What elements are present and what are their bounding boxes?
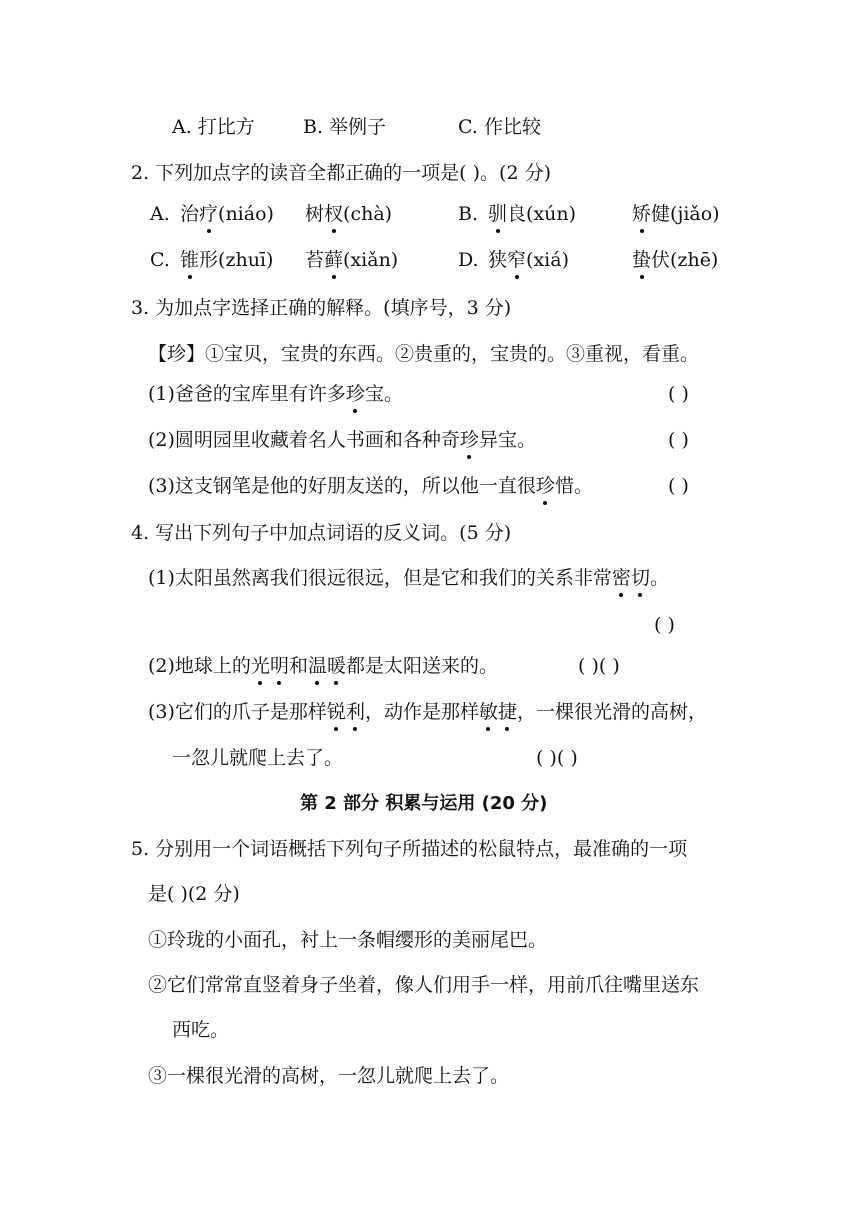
emphasis-char: 窄 — [507, 249, 527, 271]
emphasis-char: 珍 — [459, 429, 479, 451]
q5-sentence-2: ②它们常常直竖着身子坐着，像人们用手一样，用前爪往嘴里送东 — [148, 974, 700, 996]
q2-option-a-word2: 树杈(chà) — [305, 203, 393, 225]
q3-sentence-1: (1)爸爸的宝库里有许多珍宝。 — [148, 383, 403, 405]
emphasis-char: 暖 — [326, 655, 346, 677]
q5-sentence-1: ①玲珑的小面孔，衬上一条帽缨形的美丽尾巴。 — [148, 929, 548, 951]
emphasis-char: 锥 — [180, 249, 200, 271]
emphasis-char: 利 — [345, 701, 365, 723]
q1-option-b: B. 举例子 — [303, 116, 387, 138]
q4-answer-blanks-2[interactable]: ( )( ) — [578, 655, 620, 677]
emphasis-char: 驯 — [488, 203, 508, 225]
q2-option-c-label: C. — [150, 249, 170, 271]
emphasis-char: 切 — [630, 567, 650, 589]
q2-option-a-word1: 治疗(niáo) — [180, 203, 274, 225]
emphasis-char: 矫 — [632, 203, 652, 225]
q3-answer-blank-2[interactable]: ( ) — [668, 429, 689, 451]
q2-option-d-word1: 狭窄(xiá) — [488, 249, 569, 271]
q4-answer-blanks-3[interactable]: ( )( ) — [536, 747, 578, 769]
emphasis-char: 珍 — [345, 383, 365, 405]
q4-sentence-3-continued: 一忽儿就爬上去了。 — [172, 747, 344, 769]
emphasis-char: 密 — [611, 567, 631, 589]
emphasis-char: 疗 — [199, 203, 219, 225]
q2-option-d-word2: 蛰伏(zhē) — [632, 249, 719, 271]
q2-option-c-word1: 锥形(zhuī) — [180, 249, 274, 271]
emphasis-char: 敏 — [478, 701, 498, 723]
q4-sentence-2: (2)地球上的光明和温暖都是太阳送来的。 — [148, 655, 499, 677]
emphasis-char: 光 — [250, 655, 270, 677]
q5-sentence-3: ③一棵很光滑的高树，一忽儿就爬上去了。 — [148, 1065, 510, 1087]
emphasis-char: 蛰 — [632, 249, 652, 271]
q5-stem-line1: 5. 分别用一个词语概括下列句子所描述的松鼠特点，最准确的一项 — [131, 838, 688, 860]
emphasis-char: 明 — [269, 655, 289, 677]
section-title: 第 2 部分 积累与运用 (20 分) — [300, 793, 548, 814]
q2-option-a-label: A. — [150, 203, 170, 225]
q2-option-b-word1: 驯良(xún) — [488, 203, 577, 225]
emphasis-char: 藓 — [324, 249, 344, 271]
emphasis-char: 锐 — [326, 701, 346, 723]
q3-answer-blank-1[interactable]: ( ) — [668, 383, 689, 405]
q3-answer-blank-3[interactable]: ( ) — [668, 475, 689, 497]
q4-answer-blank-1[interactable]: ( ) — [654, 614, 675, 636]
q2-option-d-label: D. — [458, 249, 479, 271]
q5-sentence-2-continued: 西吃。 — [172, 1019, 230, 1041]
q3-definition: 【珍】①宝贝，宝贵的东西。②贵重的，宝贵的。③重视，看重。 — [148, 343, 700, 365]
q5-stem-line2: 是( )(2 分) — [148, 883, 240, 905]
q3-stem: 3. 为加点字选择正确的解释。(填序号，3 分) — [131, 297, 512, 319]
q2-stem: 2. 下列加点字的读音全都正确的一项是( )。(2 分) — [131, 162, 551, 184]
q2-option-c-word2: 苔藓(xiǎn) — [305, 249, 399, 271]
q3-sentence-3: (3)这支钢笔是他的好朋友送的，所以他一直很珍惜。 — [148, 475, 593, 497]
q2-option-b-word2: 矫健(jiǎo) — [632, 203, 720, 225]
q1-option-c: C. 作比较 — [458, 116, 541, 138]
q2-option-b-label: B. — [458, 203, 479, 225]
q4-stem: 4. 写出下列句子中加点词语的反义词。(5 分) — [131, 522, 512, 544]
emphasis-char: 温 — [307, 655, 327, 677]
emphasis-char: 捷 — [497, 701, 517, 723]
q3-sentence-2: (2)圆明园里收藏着名人书画和各种奇珍异宝。 — [148, 429, 536, 451]
emphasis-char: 珍 — [535, 475, 555, 497]
q1-option-a: A. 打比方 — [172, 116, 255, 138]
q4-sentence-1: (1)太阳虽然离我们很远很远，但是它和我们的关系非常密切。 — [148, 567, 669, 589]
q4-sentence-3: (3)它们的爪子是那样锐利，动作是那样敏捷，一棵很光滑的高树， — [148, 701, 708, 723]
emphasis-char: 杈 — [324, 203, 344, 225]
